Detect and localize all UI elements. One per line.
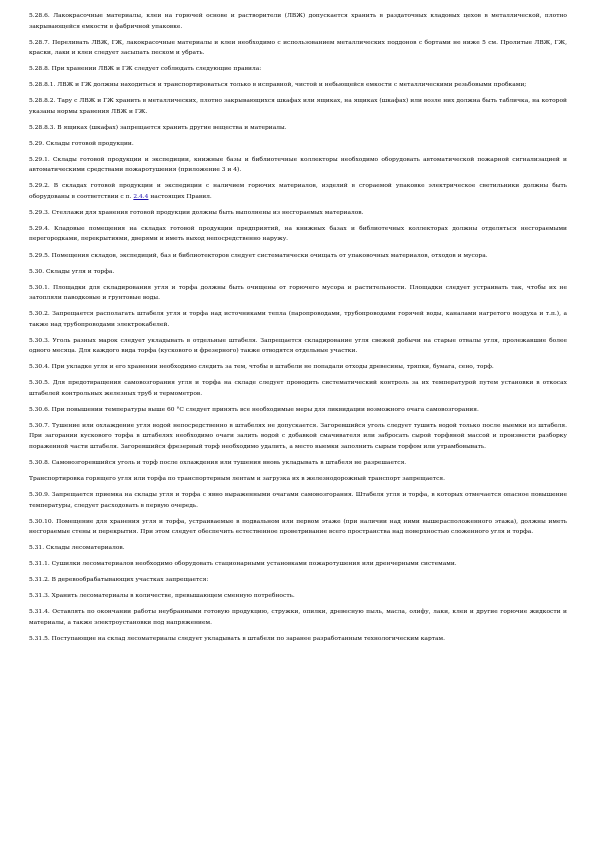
paragraph-5-30-5: 5.30.5. Для предотвращения самовозгорания угля и торфа на складе следует проводить систематический контроль за их температурой путем установки в откосах штабелей контрольных железных труб и термометров. xyxy=(29,380,567,397)
section-heading-5-30: 5.30. Склады угля и торфа. xyxy=(29,268,115,275)
paragraph-5-28-7: 5.28.7. Переливать ЛВЖ, ГЖ, лакокрасочные материалы и клеи необходимо с использованием металлических поддонов с бортами не ниже 5 см. Пролитые ЛВЖ, ГЖ, краски, лаки и клеи следует засыпать песком и убрать. xyxy=(29,39,567,57)
paragraph-5-29-5: 5.29.5. Помещения складов, экспедиций, баз и библиотекторов следует систематически очищать от упаковочных материалов, отходов и мусора. xyxy=(29,252,488,259)
paragraph-5-30-10: 5.30.10. Помещение для хранения угля и торфа, устраиваемые в подвальном или первом этаже (при наличии над ними вышерасположенного этажа), должны иметь несгораемые стены и перекрытия. При этом следует обеспечить естественное проветривание всего пространства над поверхностью сложенного угля и торфа. xyxy=(29,518,567,536)
paragraph-5-28-8-1: 5.28.8.1. ЛВЖ и ГЖ должны находиться и транспортироваться только в исправной, чистой и небьющейся емкости с металлическими резьбовыми пробками; xyxy=(29,82,527,89)
paragraph-5-30-6: 5.30.6. При повышении температуры выше 60 °С следует принять все необходимые меры для ликвидации возможного очага самовозгорания. xyxy=(29,406,479,413)
paragraph-5-30-8: 5.30.8. Самовозгоревшийся уголь и торф после охлаждения или тушения вновь укладывать в штабеля не разрешается. xyxy=(29,459,407,466)
cross-reference-link[interactable]: 2.4.4 xyxy=(133,193,149,200)
paragraph-5-30-1: 5.30.1. Площадки для складирования угля и торфа должны быть очищены от горючего мусора и растительности. Площадки следует устраивать так, чтобы их не затопляли паводковые и грунтовые воды. xyxy=(29,284,567,302)
paragraph-5-31-1: 5.31.1. Сушилки лесоматериалов необходимо оборудовать стационарными установками пожаротушения или дренчерными системами. xyxy=(29,561,457,568)
paragraph-5-28-8-3: 5.28.8.3. В ящиках (шкафах) запрещается хранить другие вещества и материалы. xyxy=(29,124,287,131)
paragraph-5-30-3: 5.30.3. Уголь разных марок следует укладывать в отдельные штабеля. Запрещается складирование угля свежей добычи на старые отвалы угля, пролежавшие более одного месяца. Для каждого вида торфа (кускового и фрезерного) также отводятся отдельные участки. xyxy=(29,337,567,355)
paragraph-5-28-8-2: 5.28.8.2. Тару с ЛВЖ и ГЖ хранить в металлических, плотно закрывающихся шкафах или ящиках, на ящиках (шкафах) или возле них должна быть табличка, на которой указаны нормы хранения ЛВЖ и ГЖ. xyxy=(29,98,567,115)
paragraph-5-30-2: 5.30.2. Запрещается располагать штабеля угля и торфа над источниками тепла (паропроводами, трубопроводами горячей воды, каналами нагретого воздуха и т.п.), а также над трубопроводами электрокабелей. xyxy=(29,311,567,328)
paragraph-5-28-6: 5.28.6. Лакокрасочные материалы, клеи на горючей основе и растворители (ЛВЖ) допускается хранить в раздаточных кладовых цехов в металлической, плотно закрывающейся емкости в фабричной упаковке. xyxy=(29,13,567,30)
paragraph-5-28-8: 5.28.8. При хранении ЛВЖ и ГЖ следует соблюдать следующие правила: xyxy=(29,66,262,73)
paragraph-5-30-7: 5.30.7. Тушение или охлаждение угля водой непосредственно в штабелях не допускается. Загоревшийся уголь следует тушить водой только после выемки из штабеля. При загорании кускового торфа в штабелях необходимо очаги залить водой с добавкой смачивателя или забросать сырой торфяной массой и произвести разборку пораженной части штабеля. Загоревшийся фрезерный торф необходимо удалить, а место выемки заполнить сырым торфом или утрамбовывать. xyxy=(29,422,567,450)
paragraph-5-31-2: 5.31.2. В деревообрабатывающих участках запрещается: xyxy=(29,577,209,584)
paragraph-5-31-3: 5.31.3. Хранить лесоматериалы в количестве, превышающем сменную потребность. xyxy=(29,593,295,600)
paragraph-5-29-2 xyxy=(29,181,567,202)
paragraph-5-29-1: 5.29.1. Склады готовой продукции и экспедиции, книжные базы и библиотечные коллекторы необходимо оборудовать автоматической пожарной сигнализацией и автоматическими средствами пожаротушения (приложение 3 и 4). xyxy=(29,156,567,174)
paragraph-transport-note: Транспортировка горящего угля или торфа по транспортерным лентам и загрузка их в железнодорожный транспорт запрещается. xyxy=(29,475,446,482)
document-page xyxy=(29,11,567,650)
paragraph-5-30-4: 5.30.4. При укладке угля и его хранении необходимо следить за тем, чтобы в штабели не попадали отходы древесины, тряпки, бумага, сено, торф. xyxy=(29,364,494,371)
section-heading-5-31: 5.31. Склады лесоматериалов. xyxy=(29,545,125,552)
paragraph-5-31-5: 5.31.5. Поступающие на склад лесоматериалы следует укладывать в штабели по заранее разработанным технологическим картам. xyxy=(29,635,446,642)
paragraph-5-29-4: 5.29.4. Кладовые помещения на складах готовой продукции предприятий, на книжных базах и библиотечных коллекторах должны отделяться несгораемыми перегородками, перекрытиями, дверями и иметь выход непосредственно наружу. xyxy=(29,225,567,243)
paragraph-5-30-9: 5.30.9. Запрещается приемка на склады угля и торфа с явно выраженными очагами самовозгорания. Штабеля угля и торфа, в которых отмечается опасное повышение температуры, следует расходовать в первую очередь. xyxy=(29,492,567,509)
section-heading-5-29: 5.29. Склады готовой продукции. xyxy=(29,140,134,147)
paragraph-5-29-2-text-end: настоящих Правил. xyxy=(148,193,212,200)
paragraph-5-29-2-text-start: 5.29.2. В складах готовой продукции и экспедиции с наличием горючих материалов, изделий в сгораемой упаковке электрическое светильники должны быть оборудованы в соответствии с п. xyxy=(29,183,567,200)
paragraph-5-31-4: 5.31.4. Оставлять по окончании работы неубранными готовую продукцию, стружки, опилки, древесную пыль, масла, олифу, лаки, клеи и другие горючие жидкости и материалы, а также электроустановки под напряжением. xyxy=(29,609,567,626)
paragraph-5-29-3: 5.29.3. Стеллажи для хранения готовой продукции должны быть выполнены из несгораемых материалов. xyxy=(29,209,364,216)
